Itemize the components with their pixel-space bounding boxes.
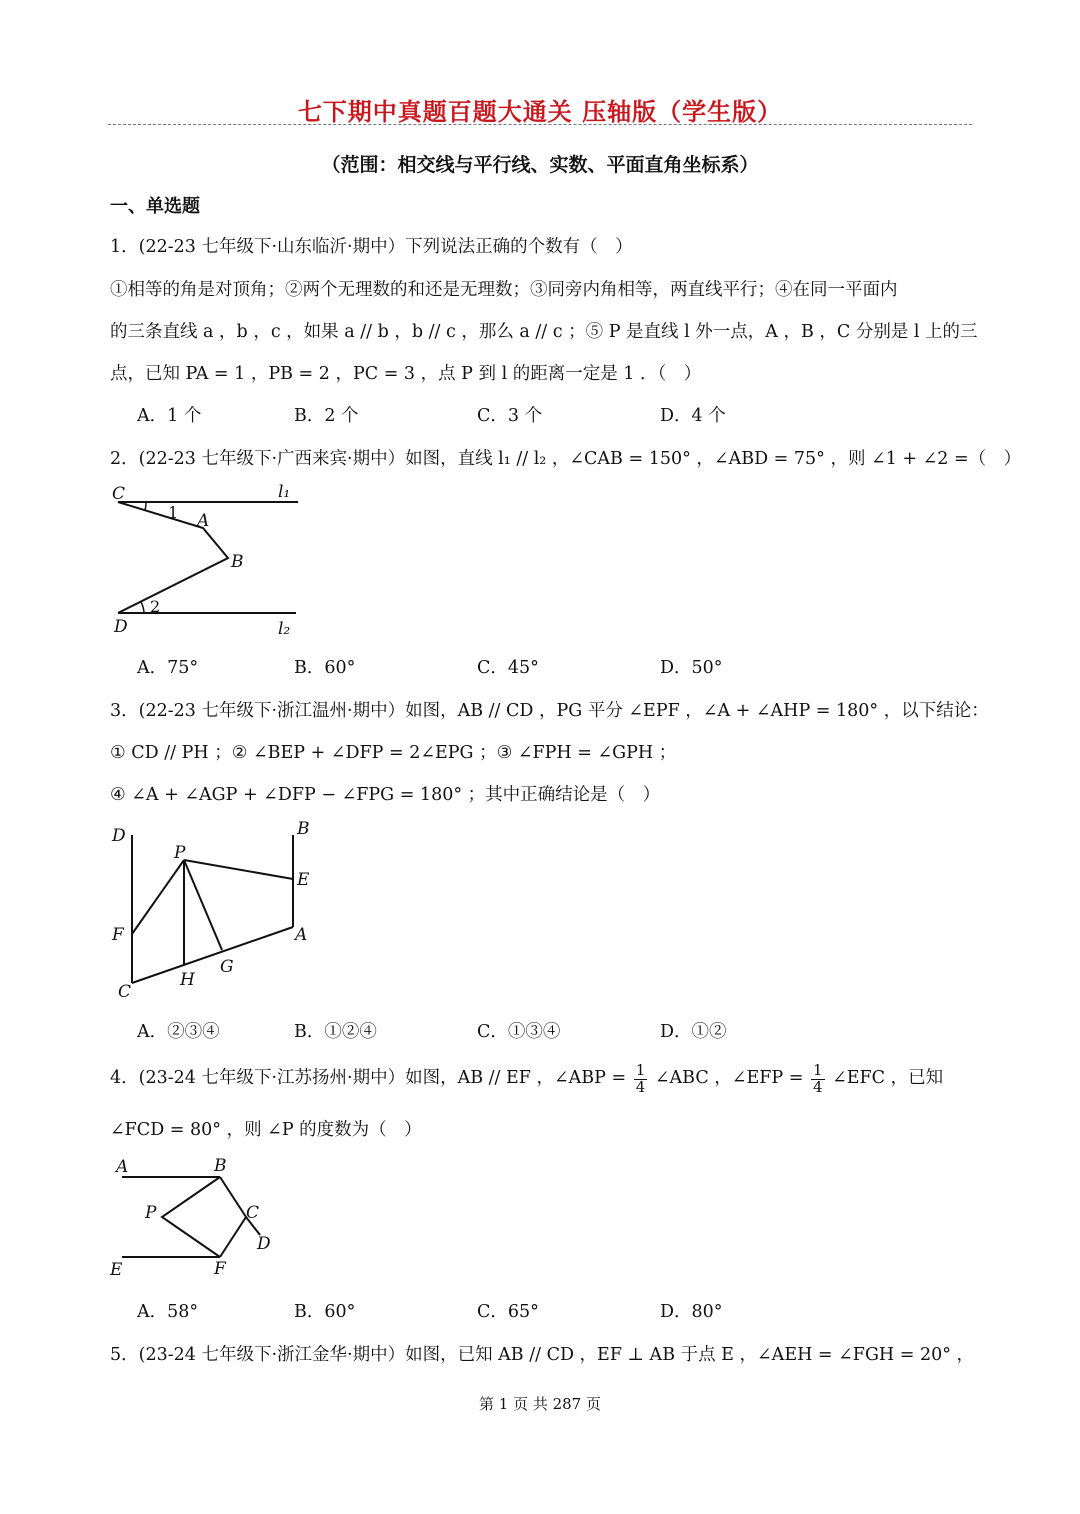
question-4-text: ∠ABC ，∠EFP = <box>654 1068 804 1088</box>
fraction-numerator: 1 <box>635 1060 646 1079</box>
question-4-option-d: D．80° <box>660 1302 723 1322</box>
segment-pg <box>184 860 222 950</box>
title-divider <box>108 124 972 125</box>
label-b: B <box>231 552 244 572</box>
label-e: E <box>110 1260 123 1280</box>
question-3-option-d: D．①② <box>660 1022 727 1042</box>
fraction-denominator: 4 <box>812 1077 823 1096</box>
question-3-option-c: C．①③④ <box>477 1022 561 1042</box>
question-5-stem: 5．(23-24 七年级下·浙江金华·期中）如图，已知 AB // CD ，EF ⊥ AB 于点 E ，∠AEH = ∠FGH = 20° ， <box>110 1345 975 1365</box>
label-p: P <box>174 843 186 863</box>
page-number: 第 1 页 共 287 页 <box>478 1395 601 1413</box>
angle-1-arc <box>145 502 146 510</box>
question-4-figure <box>100 1150 300 1280</box>
label-a: A <box>197 511 210 531</box>
label-a: A <box>295 925 308 945</box>
question-3-line: ④ ∠A + ∠AGP + ∠DFP − ∠FPG = 180° ；其中正确结论是（ ） <box>110 785 661 805</box>
label-f: F <box>214 1259 226 1279</box>
question-1-line: 点，已知 PA = 1 ，PB = 2 ，PC = 3 ，点 P 到 l 的距离一定是 1 ．（ ） <box>110 364 702 384</box>
question-2-figure <box>100 470 320 650</box>
label-l1: l₁ <box>278 482 291 502</box>
question-3-figure <box>100 815 330 1005</box>
question-1-option-c: C．3 个 <box>477 406 543 426</box>
question-3-option-a: A．②③④ <box>137 1022 220 1042</box>
label-b: B <box>297 819 310 839</box>
question-3-option-b: B．①②④ <box>294 1022 377 1042</box>
question-2-option-a: A．75° <box>137 658 199 678</box>
document-subtitle: （范围：相交线与平行线、实数、平面直角坐标系） <box>321 154 759 176</box>
question-4-text: ∠EFC ，已知 <box>832 1068 944 1088</box>
label-c: C <box>112 484 126 504</box>
segment-pf <box>132 860 184 934</box>
question-1-stem: 1．(22-23 七年级下·山东临沂·期中）下列说法正确的个数有（ ） <box>110 237 633 257</box>
question-2-option-d: D．50° <box>660 658 723 678</box>
label-d: D <box>112 826 126 846</box>
label-angle-2: 2 <box>150 597 161 616</box>
label-h: H <box>180 970 195 990</box>
label-d: D <box>257 1234 271 1254</box>
question-1-line: ①相等的角是对顶角；②两个无理数的和还是无理数；③同旁内角相等，两直线平行；④在同一平面内 <box>110 280 898 300</box>
question-3-line: ① CD // PH ；② ∠BEP + ∠DFP = 2∠EPG ；③ ∠FPH = ∠GPH ； <box>110 743 677 763</box>
question-4-option-c: C．65° <box>477 1302 539 1322</box>
label-c: C <box>246 1203 260 1223</box>
question-1-line: 的三条直线 a ，b ，c ，如果 a // b ，b // c ，那么 a // c ；⑤ P 是直线 l 外一点，A ，B ，C 分别是 l 上的三 <box>110 322 978 342</box>
question-3-stem: 3．(22-23 七年级下·浙江温州·期中）如图，AB // CD ，PG 平分 ∠EPF ，∠A + ∠AHP = 180° ，以下结论： <box>110 701 989 721</box>
angle-2-arc <box>141 602 144 613</box>
question-2-stem: 2．(22-23 七年级下·广西来宾·期中）如图，直线 l₁ // l₂ ，∠CAB = 150° ，∠ABD = 75° ，则 ∠1 + ∠2 =（ ） <box>110 449 1022 469</box>
path-bcf <box>220 1177 246 1257</box>
question-4-line: ∠FCD = 80° ，则 ∠P 的度数为（ ） <box>110 1120 422 1140</box>
question-4-option-b: B．60° <box>294 1302 356 1322</box>
label-b: B <box>214 1156 227 1176</box>
label-p: P <box>145 1203 157 1223</box>
question-1-option-d: D．4 个 <box>660 406 726 426</box>
label-d: D <box>114 617 128 637</box>
question-2-option-c: C．45° <box>477 658 539 678</box>
path-bpf <box>162 1177 220 1257</box>
segment-pe <box>184 860 293 879</box>
fraction-denominator: 4 <box>635 1077 646 1096</box>
fraction-one-quarter <box>634 1060 648 1096</box>
line-ca <box>132 927 293 983</box>
question-1-option-b: B．2 个 <box>294 406 359 426</box>
label-angle-1: 1 <box>168 503 179 522</box>
question-1-option-a: A．1 个 <box>137 406 202 426</box>
label-l2: l₂ <box>278 619 291 639</box>
label-e: E <box>297 870 310 890</box>
document-title: 七下期中真题百题大通关 压轴版（学生版） <box>297 97 783 126</box>
section-heading: 一、单选题 <box>110 196 200 217</box>
question-4-text: 4．(23-24 七年级下·江苏扬州·期中）如图，AB // EF ，∠ABP = <box>110 1068 627 1088</box>
question-2-option-b: B．60° <box>294 658 356 678</box>
question-4-stem <box>110 1055 943 1101</box>
fraction-numerator: 1 <box>812 1060 823 1079</box>
label-c: C <box>118 982 132 1002</box>
question-4-option-a: A．58° <box>137 1302 199 1322</box>
fraction-one-quarter <box>811 1060 825 1096</box>
label-a: A <box>116 1157 129 1177</box>
label-g: G <box>220 957 234 977</box>
label-f: F <box>112 925 124 945</box>
